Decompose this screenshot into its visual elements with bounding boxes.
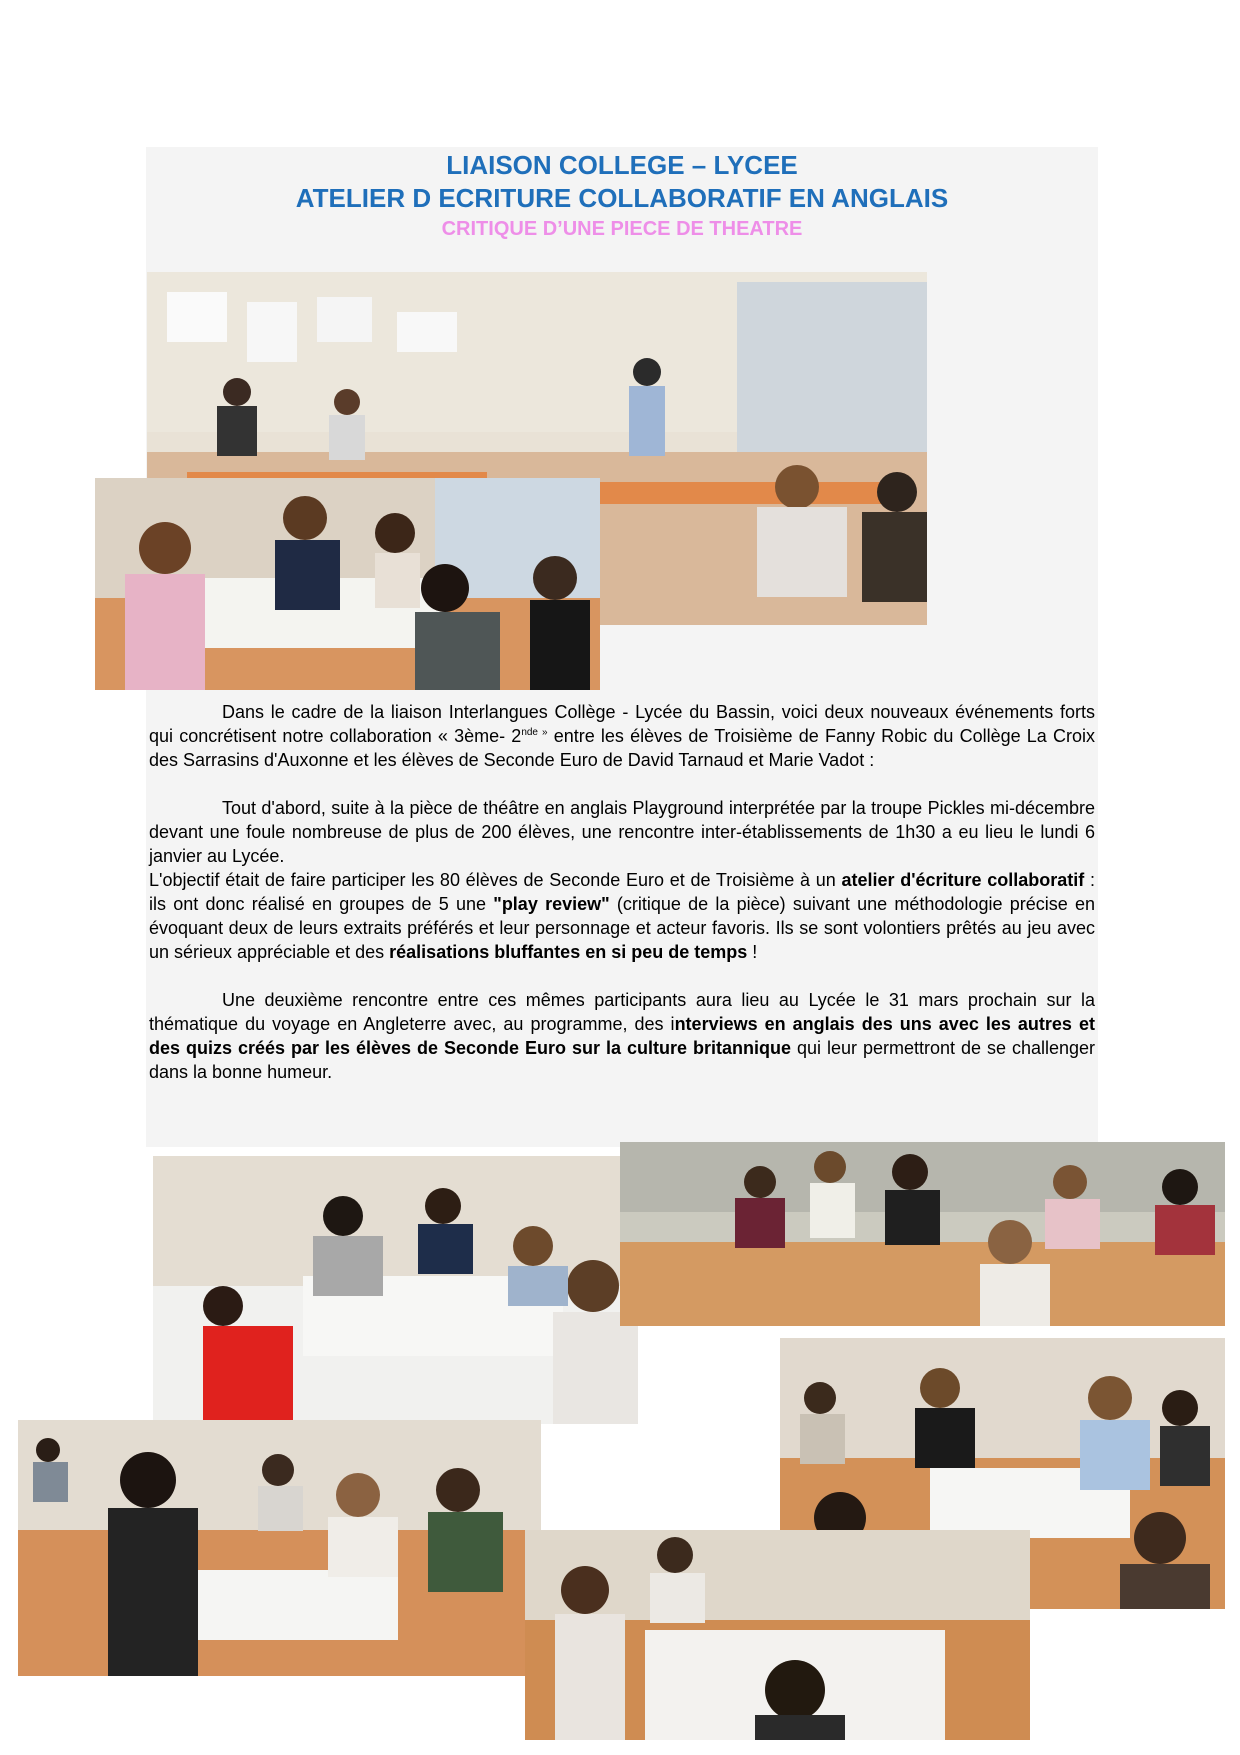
collage-photo-1 (153, 1156, 638, 1424)
paragraph-next-meeting: Une deuxième rencontre entre ces mêmes participants aura lieu au Lycée le 31 mars prochain sur la thématique du voyage en Angleterre avec, au programme, des interviews en anglais des uns avec les autres et des quizs créés par les élèves de Seconde Euro sur la culture britannique qui leur permettront de se challenger dans la bonne humeur. (149, 990, 1096, 1082)
paragraph-intro: Dans le cadre de la liaison Interlangues Collège - Lycée du Bassin, voici deux nouveaux événements forts qui concrétisent notre collaboration « 3ème- $2^{nde »}$ entre les élèves de Troisième de Fanny Robic du Collège La Croix des Sarrasins d'Auxonne et les élèves de Seconde Euro de David Tarnaud et Marie Vadot : (149, 702, 1095, 770)
page-subtitle: CRITIQUE D’UNE PIECE DE THEATRE (441, 218, 803, 240)
collage-photo-2 (620, 1142, 1225, 1326)
article-body (149, 700, 1095, 1084)
collage-photo-4 (18, 1420, 541, 1676)
page-title-secondary: ATELIER D ECRITURE COLLABORATIF EN ANGLAIS (295, 183, 949, 213)
collage-photo-5 (525, 1530, 1030, 1740)
paragraph-objective: L'objectif était de faire participer les 80 élèves de Seconde Euro et de Troisième à un atelier d'écriture collaboratif : ils ont donc réalisé en groupes de 5 une "play review" (critique de la pièce) suivant une méthodologie précise en évoquant deux de leurs extraits préférés et leur personnage et acteur favoris. Ils se sont volontiers prêtés au jeu avec un sérieux appréciable et des réalisations bluffantes en si peu de temps ! (149, 870, 1095, 962)
students-table-photo (95, 478, 600, 690)
page-title: LIAISON COLLEGE – LYCEE (446, 150, 798, 180)
paragraph-workshop: Tout d'abord, suite à la pièce de théâtre en anglais Playground interprétée par la troupe Pickles mi-décembre devant une foule nombreuse de plus de 200 élèves, une rencontre inter-établissements de 1h30 a eu lieu le lundi 6 janvier au Lycée. (149, 798, 1095, 866)
